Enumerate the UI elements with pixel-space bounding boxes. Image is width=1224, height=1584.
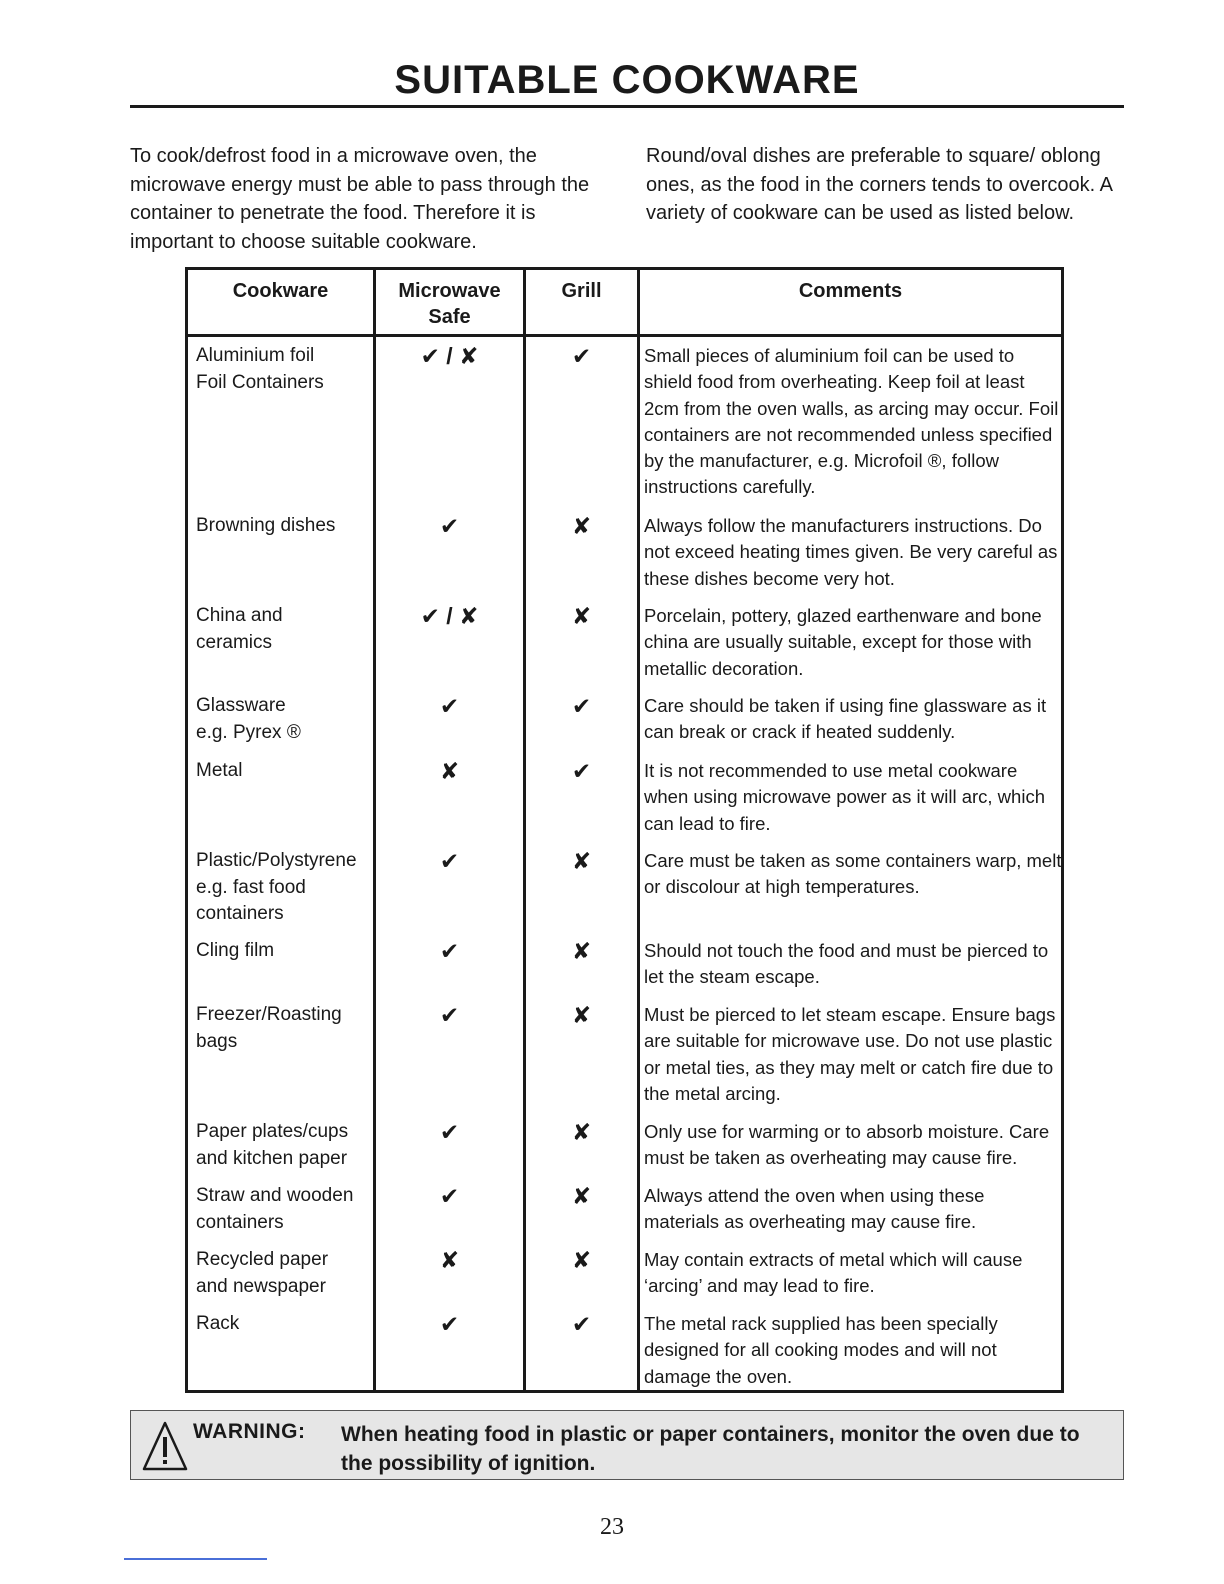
column-divider xyxy=(523,270,526,1390)
microwave-safe-mark: ✔ xyxy=(439,693,460,719)
warning-box xyxy=(130,1410,1124,1480)
title-divider xyxy=(130,105,1124,108)
microwave-safe-mark: ✔ xyxy=(439,848,460,874)
grill-mark: ✘ xyxy=(571,603,592,629)
comment-text: The metal rack supplied has been specially designed for all cooking modes and will not damage the oven. xyxy=(644,1313,998,1387)
warning-text: When heating food in plastic or paper containers, monitor the oven due to the possibility of ignition. xyxy=(341,1423,1080,1475)
bottom-link-underline xyxy=(124,1558,267,1560)
comment-text: May contain extracts of metal which will cause ‘arcing’ and may lead to fire. xyxy=(644,1249,1023,1297)
grill-mark: ✘ xyxy=(571,848,592,874)
cookware-name: Rack xyxy=(196,1313,240,1334)
cookware-name: Straw and wooden containers xyxy=(196,1185,354,1233)
grill-mark: ✘ xyxy=(571,513,592,539)
grill-mark: ✘ xyxy=(571,1247,592,1273)
comment-text: Porcelain, pottery, glazed earthenware and bone china are usually suitable, except for those with metallic decoration. xyxy=(644,605,1042,679)
intro-right-paragraph: Round/oval dishes are preferable to square/ oblong ones, as the food in the corners tends to overcook. A variety of cookware can be used as listed below. xyxy=(646,145,1112,224)
cookware-name: Aluminium foil Foil Containers xyxy=(196,345,324,393)
comment-text: Care must be taken as some containers warp, melt or discolour at high temperatures. xyxy=(644,850,1062,898)
grill-mark: ✘ xyxy=(571,938,592,964)
page-number: 23 xyxy=(600,1514,624,1540)
cookware-name: Plastic/Polystyrene e.g. fast food containers xyxy=(196,850,357,924)
grill-mark: ✔ xyxy=(571,343,592,369)
comment-text: It is not recommended to use metal cookware when using microwave power as it will arc, which can lead to fire. xyxy=(644,760,1045,834)
grill-mark: ✘ xyxy=(571,1002,592,1028)
header-grill: Grill xyxy=(561,280,602,302)
cookware-name: Freezer/Roasting bags xyxy=(196,1004,342,1052)
cookware-name: China and ceramics xyxy=(196,605,283,653)
comment-text: Small pieces of aluminium foil can be used to shield food from overheating. Keep foil at least 2cm from the oven walls, as arcing may occur. Foil containers are not recommended unless specified by the manufacturer, e.g. Microfoil ®, follow instructions carefully. xyxy=(644,345,1059,498)
column-divider xyxy=(637,270,640,1390)
microwave-safe-mark: ✘ xyxy=(439,1247,460,1273)
cookware-name: Glassware e.g. Pyrex ® xyxy=(196,695,301,743)
comment-text: Only use for warming or to absorb moisture. Care must be taken as overheating may cause fire. xyxy=(644,1121,1050,1169)
header-microwave-safe xyxy=(376,278,523,330)
grill-mark: ✘ xyxy=(571,1183,592,1209)
cookware-name: Recycled paper and newspaper xyxy=(196,1249,329,1297)
microwave-safe-mark: ✔ / ✘ xyxy=(420,603,479,629)
comment-text: Always attend the oven when using these materials as overheating may cause fire. xyxy=(644,1185,985,1233)
header-comments: Comments xyxy=(798,280,903,302)
cookware-name: Paper plates/cups and kitchen paper xyxy=(196,1121,349,1169)
microwave-safe-mark: ✔ xyxy=(439,1119,460,1145)
comment-text: Always follow the manufacturers instructions. Do not exceed heating times given. Be very careful as these dishes become very hot. xyxy=(644,515,1058,589)
comment-text: Must be pierced to let steam escape. Ensure bags are suitable for microwave use. Do not use plastic or metal ties, as they may melt or catch fire due to the metal arcing. xyxy=(644,1004,1056,1104)
microwave-safe-mark: ✔ / ✘ xyxy=(420,343,479,369)
header-cookware: Cookware xyxy=(232,280,329,302)
microwave-safe-mark: ✔ xyxy=(439,513,460,539)
intro-left-paragraph: To cook/defrost food in a microwave oven, the microwave energy must be able to pass through the container to penetrate the food. Therefore it is important to choose suitable cookware. xyxy=(130,145,590,253)
header-divider xyxy=(188,334,1061,337)
cookware-table xyxy=(185,267,1064,1393)
comment-text: Should not touch the food and must be pierced to let the steam escape. xyxy=(644,940,1049,988)
grill-mark: ✔ xyxy=(571,1311,592,1337)
grill-mark: ✘ xyxy=(571,1119,592,1145)
cookware-name: Browning dishes xyxy=(196,515,336,536)
microwave-safe-mark: ✘ xyxy=(439,758,460,784)
microwave-safe-mark: ✔ xyxy=(439,1183,460,1209)
cookware-name: Metal xyxy=(196,760,243,781)
warning-label: WARNING: xyxy=(193,1420,306,1443)
header-microwave-line2: Safe xyxy=(428,306,471,328)
warning-triangle-icon xyxy=(141,1419,189,1473)
grill-mark: ✔ xyxy=(571,693,592,719)
header-microwave-line1: Microwave xyxy=(398,280,501,302)
page-title: SUITABLE COOKWARE xyxy=(394,58,860,102)
comment-text: Care should be taken if using fine glassware as it can break or crack if heated suddenly. xyxy=(644,695,1047,743)
microwave-safe-mark: ✔ xyxy=(439,1002,460,1028)
microwave-safe-mark: ✔ xyxy=(439,938,460,964)
cookware-name: Cling film xyxy=(196,940,275,961)
microwave-safe-mark: ✔ xyxy=(439,1311,460,1337)
grill-mark: ✔ xyxy=(571,758,592,784)
